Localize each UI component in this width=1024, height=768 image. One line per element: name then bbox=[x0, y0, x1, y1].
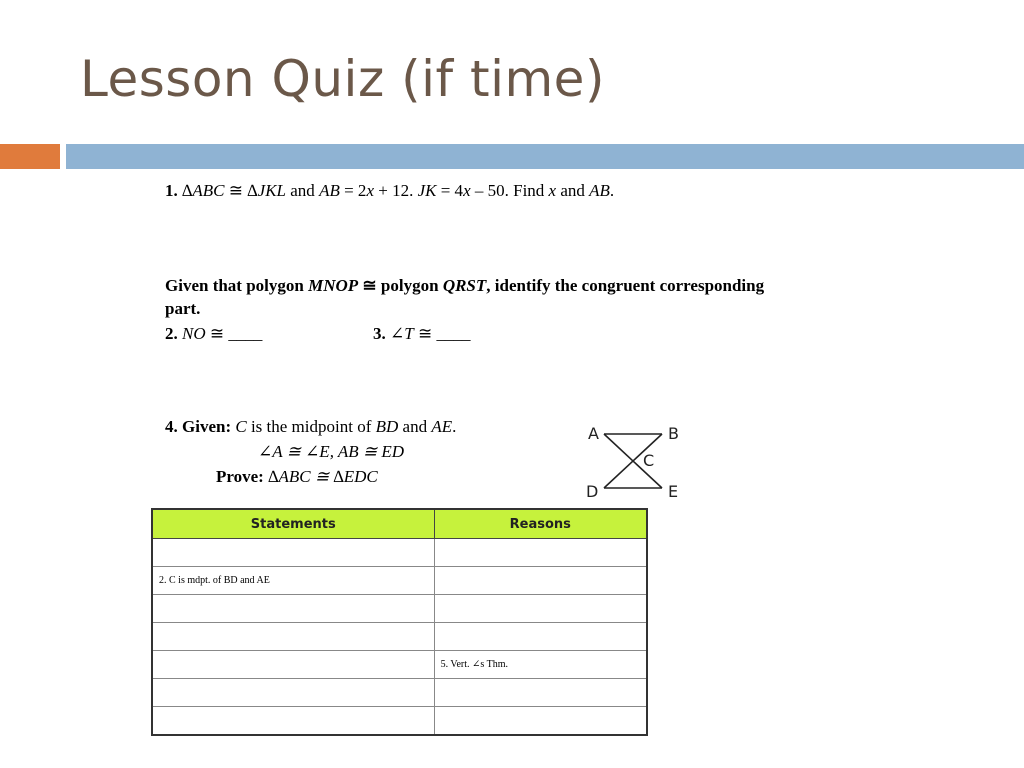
segment-name: AB bbox=[319, 181, 340, 200]
point-label-b: B bbox=[668, 424, 679, 443]
angle-name: T bbox=[404, 324, 414, 343]
reason-cell[interactable] bbox=[434, 567, 647, 595]
text: . bbox=[452, 417, 457, 436]
question-number: 3. bbox=[373, 324, 386, 343]
segment-name: AE bbox=[431, 417, 453, 436]
text: + 12. bbox=[373, 181, 418, 200]
congruent-symbol: ≅ ∆ bbox=[224, 181, 258, 200]
segment-name: AB bbox=[589, 181, 610, 200]
point-label-a: A bbox=[588, 424, 599, 443]
segment-name: JK bbox=[417, 181, 437, 200]
statement-cell[interactable] bbox=[152, 623, 434, 651]
statement-cell[interactable]: 2. C is mdpt. of BD and AE bbox=[152, 567, 434, 595]
question-4-given bbox=[165, 416, 456, 438]
text: is the midpoint of bbox=[246, 417, 376, 436]
statement-cell[interactable] bbox=[152, 651, 434, 679]
point-name: C bbox=[235, 417, 247, 436]
statement-cell[interactable] bbox=[152, 539, 434, 567]
accent-bar-orange bbox=[0, 144, 60, 169]
text: Given that polygon bbox=[165, 276, 309, 295]
table-row bbox=[152, 567, 647, 595]
table-row bbox=[152, 651, 647, 679]
table-row bbox=[152, 623, 647, 651]
proof-table bbox=[151, 508, 648, 736]
reason-cell[interactable] bbox=[434, 595, 647, 623]
triangle-symbol: ∆ bbox=[182, 181, 193, 200]
triangle-name: JKL bbox=[257, 181, 287, 200]
figure-svg bbox=[580, 420, 690, 505]
question-number: 2. bbox=[165, 324, 178, 343]
text: – 50. Find bbox=[470, 181, 549, 200]
given-polygon-instruction bbox=[165, 275, 764, 297]
given-polygon-instruction-cont: part. bbox=[165, 299, 201, 318]
proof-table-header bbox=[152, 509, 647, 539]
accent-bar-blue bbox=[66, 144, 1024, 169]
slide-title: Lesson Quiz (if time) bbox=[80, 50, 605, 108]
table-row bbox=[152, 679, 647, 707]
segment-name: BD bbox=[375, 417, 399, 436]
question-3 bbox=[373, 323, 470, 345]
question-number: 4. Given: bbox=[165, 417, 232, 436]
polygon-name: MNOP bbox=[308, 276, 359, 295]
statement-cell[interactable] bbox=[152, 595, 434, 623]
reason-cell[interactable]: 5. Vert. ∠s Thm. bbox=[434, 651, 647, 679]
question-4-prove bbox=[216, 466, 378, 488]
answer-blank: ≅ ____ bbox=[205, 324, 263, 343]
table-row bbox=[152, 707, 647, 736]
reason-cell[interactable] bbox=[434, 539, 647, 567]
text: and bbox=[286, 181, 320, 200]
point-label-e: E bbox=[668, 482, 679, 501]
statement-cell[interactable] bbox=[152, 707, 434, 736]
table-row bbox=[152, 595, 647, 623]
text: and bbox=[556, 181, 590, 200]
variable: x bbox=[548, 181, 557, 200]
question-2 bbox=[165, 323, 262, 345]
question-4-given-line2: ∠A ≅ ∠E, AB ≅ ED bbox=[258, 442, 405, 461]
statement-cell[interactable] bbox=[152, 679, 434, 707]
text: ≅ polygon bbox=[358, 276, 443, 295]
triangle-name: ABC bbox=[192, 181, 225, 200]
text: and bbox=[398, 417, 432, 436]
text: , identify the congruent corresponding bbox=[486, 276, 765, 295]
angle-symbol: ∠ bbox=[390, 324, 405, 343]
polygon-name: QRST bbox=[442, 276, 487, 295]
variable: x bbox=[366, 181, 374, 200]
reason-cell[interactable] bbox=[434, 707, 647, 736]
segment-name: NO bbox=[182, 324, 206, 343]
table-row bbox=[152, 539, 647, 567]
text: = 2 bbox=[339, 181, 367, 200]
point-label-c: C bbox=[643, 451, 655, 470]
text: = 4 bbox=[436, 181, 464, 200]
bowtie-triangles-figure bbox=[580, 420, 690, 505]
answer-blank: ≅ ____ bbox=[413, 324, 471, 343]
prove-statement: ∆ABC ≅ ∆EDC bbox=[263, 467, 378, 486]
reason-cell[interactable] bbox=[434, 679, 647, 707]
header-reasons: Reasons bbox=[434, 509, 647, 539]
reason-cell[interactable] bbox=[434, 623, 647, 651]
question-1 bbox=[165, 180, 614, 202]
prove-label: Prove: bbox=[216, 467, 264, 486]
text: . bbox=[609, 181, 615, 200]
header-statements: Statements bbox=[152, 509, 434, 539]
point-label-d: D bbox=[586, 482, 599, 501]
question-number: 1. bbox=[165, 181, 178, 200]
variable: x bbox=[463, 181, 471, 200]
